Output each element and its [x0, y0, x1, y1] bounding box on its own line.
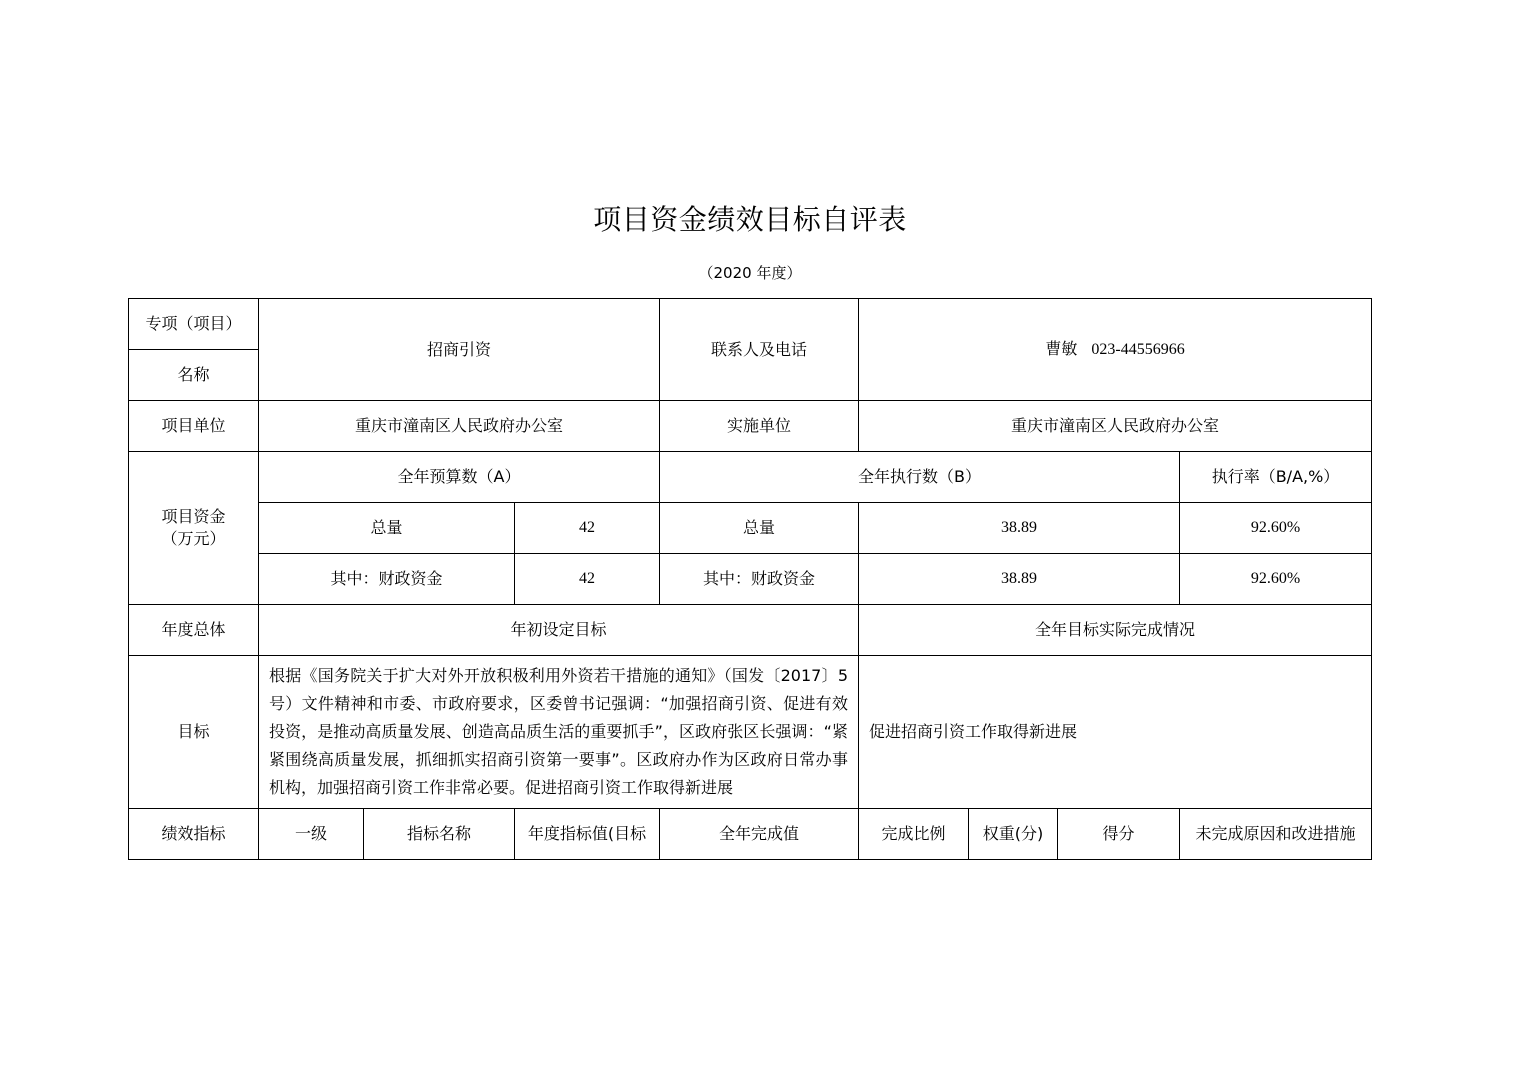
col-reason: 未完成原因和改进措施 — [1180, 809, 1372, 860]
col-indicator-name: 指标名称 — [364, 809, 515, 860]
col-weight: 权重(分) — [969, 809, 1058, 860]
fiscal-exec: 38.89 — [859, 554, 1180, 605]
funds-label-line2: （万元） — [161, 529, 226, 548]
funds-label — [129, 452, 259, 605]
project-name-label-cont: 名称 — [129, 350, 259, 401]
budget-header: 全年预算数（A） — [259, 452, 660, 503]
fiscal-exec-label: 其中：财政资金 — [660, 554, 859, 605]
contact-value — [859, 299, 1372, 401]
col-score: 得分 — [1058, 809, 1180, 860]
completion-text: 促进招商引资工作取得新进展 — [859, 656, 1372, 809]
contact-phone: 023-44556966 — [1091, 341, 1185, 358]
project-name-value: 招商引资 — [259, 299, 660, 401]
contact-name: 曹敏 — [1045, 339, 1078, 358]
total-rate: 92.60% — [1180, 503, 1372, 554]
contact-label: 联系人及电话 — [660, 299, 859, 401]
indicators-label: 绩效指标 — [129, 809, 259, 860]
initial-target-header: 年初设定目标 — [259, 605, 859, 656]
evaluation-table — [128, 298, 1372, 860]
rate-header: 执行率（B/A,%） — [1180, 452, 1372, 503]
project-unit-label: 项目单位 — [129, 401, 259, 452]
fiscal-label: 其中：财政资金 — [259, 554, 515, 605]
actual-completion-header: 全年目标实际完成情况 — [859, 605, 1372, 656]
target-text-cell — [259, 656, 859, 809]
table-row — [129, 299, 1372, 350]
impl-unit-label: 实施单位 — [660, 401, 859, 452]
col-level1: 一级 — [259, 809, 364, 860]
document-title: 项目资金绩效目标自评表 — [593, 203, 907, 236]
table-row — [129, 401, 1372, 452]
total-exec: 38.89 — [859, 503, 1180, 554]
document-year: （2020 年度） — [698, 264, 802, 282]
funds-label-line1: 项目资金 — [161, 507, 226, 526]
table-row — [129, 503, 1372, 554]
total-exec-label: 总量 — [660, 503, 859, 554]
table-row — [129, 809, 1372, 860]
exec-header: 全年执行数（B） — [660, 452, 1180, 503]
impl-unit-value: 重庆市潼南区人民政府办公室 — [859, 401, 1372, 452]
table-row — [129, 452, 1372, 503]
table-row — [129, 605, 1372, 656]
annual-overall-label: 年度总体 — [129, 605, 259, 656]
fiscal-rate: 92.60% — [1180, 554, 1372, 605]
project-name-label: 专项（项目） — [129, 299, 259, 350]
col-completion-ratio: 完成比例 — [859, 809, 969, 860]
target-label: 目标 — [129, 656, 259, 809]
total-label: 总量 — [259, 503, 515, 554]
table-row — [129, 656, 1372, 809]
target-text: 根据《国务院关于扩大对外开放积极利用外资若干措施的通知》（国发〔2017〕5号）文件精神和市委、市政府要求，区委曾书记强调：“加强招商引资、促进有效投资，是推动高质量发展、创造高品质生活的重要抓手”，区政府张区长强调：“紧紧围绕高质量发展，抓细抓实招商引资第一要事”。区政府办作为区政府日常办事机构，加强招商引资工作非常必要。促进招商引资工作取得新进展 — [269, 666, 848, 797]
fiscal-budget: 42 — [515, 554, 660, 605]
total-budget: 42 — [515, 503, 660, 554]
col-annual-value: 年度指标值(目标 — [515, 809, 660, 860]
project-unit-value: 重庆市潼南区人民政府办公室 — [259, 401, 660, 452]
table-row — [129, 554, 1372, 605]
col-full-year-value: 全年完成值 — [660, 809, 859, 860]
